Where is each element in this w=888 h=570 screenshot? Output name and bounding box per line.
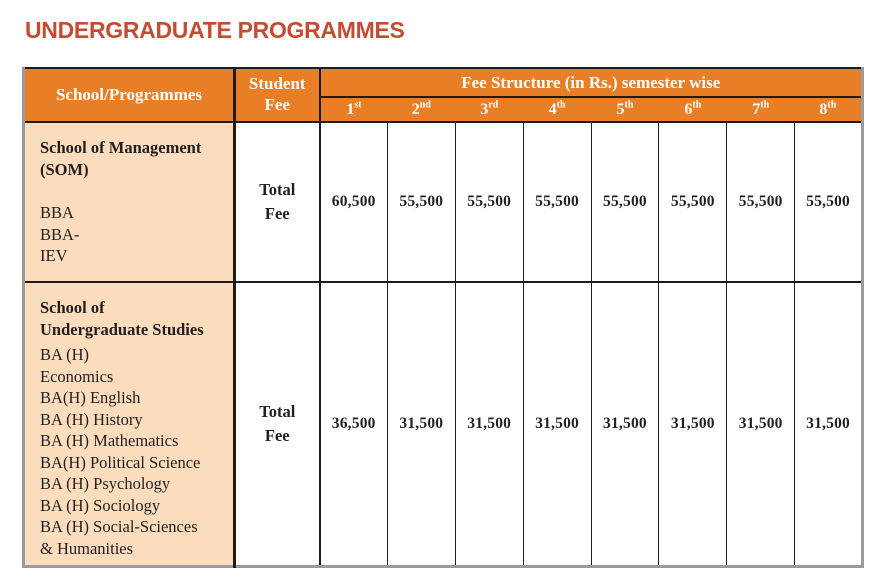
programme-row-2 — [24, 282, 863, 567]
fee-cell-row1-sem4: 55,500 — [523, 122, 591, 282]
student-fee-header-line-2: Fee — [264, 95, 290, 114]
fee-cell-row2-sem6: 31,500 — [659, 282, 727, 567]
school-programmes-cell — [24, 282, 235, 567]
fee-cell-row1-sem6: 55,500 — [659, 122, 727, 282]
school-programmes-cell — [24, 122, 235, 282]
school-programmes-column-header: School/Programmes — [24, 68, 235, 122]
student-fee-column-header — [235, 68, 320, 122]
total-fee-label-cell: Total Fee — [235, 282, 320, 567]
fee-cell-row2-sem7: 31,500 — [727, 282, 795, 567]
semester-header-3rd: 3rd — [455, 97, 523, 122]
fee-cell-row1-sem7: 55,500 — [727, 122, 795, 282]
semester-header-4th: 4th — [523, 97, 591, 122]
fee-cell-row1-sem5: 55,500 — [591, 122, 659, 282]
fee-cell-row2-sem1: 36,500 — [320, 282, 388, 567]
fee-structure-table — [22, 67, 864, 568]
programme-list: BA (H) Economics BA(H) English BA (H) History BA (H) Mathematics BA(H) Political Science BA (H) Psychology BA (H) Sociology BA (H) Social-Sciences & Humanities — [40, 345, 201, 558]
total-fee-label-cell: Total Fee — [235, 122, 320, 282]
semester-header-1st: 1st — [320, 97, 388, 122]
school-name: School of Undergraduate Studies — [40, 298, 204, 339]
fee-cell-row1-sem8: 55,500 — [795, 122, 863, 282]
semester-header-5th: 5th — [591, 97, 659, 122]
school-name: School of Management (SOM) — [40, 138, 202, 179]
semester-header-8th: 8th — [795, 97, 863, 122]
fee-cell-row1-sem1: 60,500 — [320, 122, 388, 282]
fee-cell-row1-sem2: 55,500 — [387, 122, 455, 282]
student-fee-header-line-1: Student — [248, 74, 306, 94]
fee-cell-row2-sem3: 31,500 — [455, 282, 523, 567]
table-body — [24, 122, 863, 567]
fee-cell-row2-sem4: 31,500 — [523, 282, 591, 567]
table-header — [24, 68, 863, 122]
semester-header-2nd: 2nd — [387, 97, 455, 122]
fee-cell-row2-sem2: 31,500 — [387, 282, 455, 567]
fee-structure-group-header: Fee Structure (in Rs.) semester wise — [320, 68, 863, 97]
fee-cell-row2-sem5: 31,500 — [591, 282, 659, 567]
semester-header-6th: 6th — [659, 97, 727, 122]
semester-header-7th: 7th — [727, 97, 795, 122]
header-row-top — [24, 68, 863, 97]
programme-row-1 — [24, 122, 863, 282]
fee-cell-row2-sem8: 31,500 — [795, 282, 863, 567]
page-title: UNDERGRADUATE PROGRAMMES — [25, 17, 405, 43]
fee-cell-row1-sem3: 55,500 — [455, 122, 523, 282]
programme-list: BBA BBA- IEV — [40, 203, 80, 265]
